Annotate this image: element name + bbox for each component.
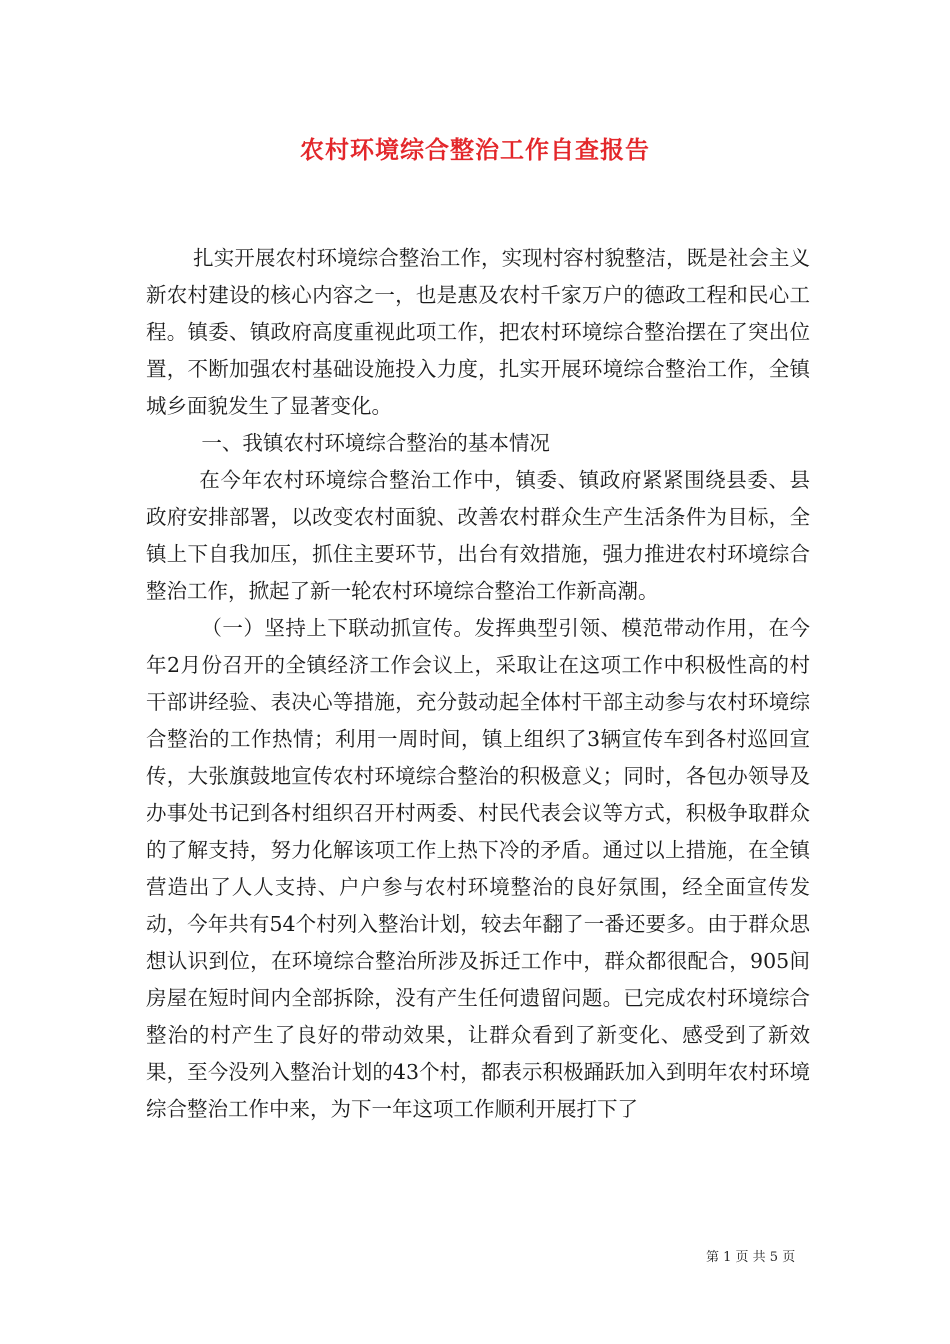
- paragraph-basic-situation: 在今年农村环境综合整治工作中，镇委、镇政府紧紧围绕县委、县政府安排部署，以改变农村面貌、改善农村群众生产生活条件为目标，全镇上下自我加压，抓住主要环节，出台有效措施，强力推进农村环境综合整治工作，掀起了新一轮农村环境综合整治工作新高潮。: [146, 468, 810, 603]
- paragraph-intro: 扎实开展农村环境综合整治工作，实现村容村貌整洁，既是社会主义新农村建设的核心内容之一，也是惠及农村千家万户的德政工程和民心工程。镇委、镇政府高度重视此项工作，把农村环境综合整治摆在了突出位置，不断加强农村基础设施投入力度，扎实开展环境综合整治工作，全镇城乡面貌发生了显著变化。: [146, 246, 810, 418]
- paragraph-publicity: （一）坚持上下联动抓宣传。发挥典型引领、模范带动作用，在今年2月份召开的全镇经济工作会议上，采取让在这项工作中积极性高的村干部讲经验、表决心等措施，充分鼓动起全体村干部主动参与农村环境综合整治的工作热情；利用一周时间，镇上组织了3辆宣传车到各村巡回宣传，大张旗鼓地宣传农村环境综合整治的积极意义；同时，各包办领导及办事处书记到各村组织召开村两委、村民代表会议等方式，积极争取群众的了解支持，努力化解该项工作上热下冷的矛盾。通过以上措施，在全镇营造出了人人支持、户户参与农村环境整治的良好氛围，经全面宣传发动，今年共有54个村列入整治计划，较去年翻了一番还要多。由于群众思想认识到位，在环境综合整治所涉及拆迁工作中，群众都很配合，905间房屋在短时间内全部拆除，没有产生任何遗留问题。已完成农村环境综合整治的村产生了良好的带动效果，让群众看到了新变化、感受到了新效果，至今没列入整治计划的43个村，都表示积极踊跃加入到明年农村环境综合整治工作中来，为下一年这项工作顺利开展打下了: [146, 616, 810, 1121]
- page-number-footer: 第 1 页 共 5 页: [706, 1250, 796, 1265]
- document-body: [146, 240, 810, 1128]
- section-heading: 一、我镇农村环境综合整治的基本情况: [201, 431, 550, 455]
- document-title: 农村环境综合整治工作自查报告: [300, 135, 650, 164]
